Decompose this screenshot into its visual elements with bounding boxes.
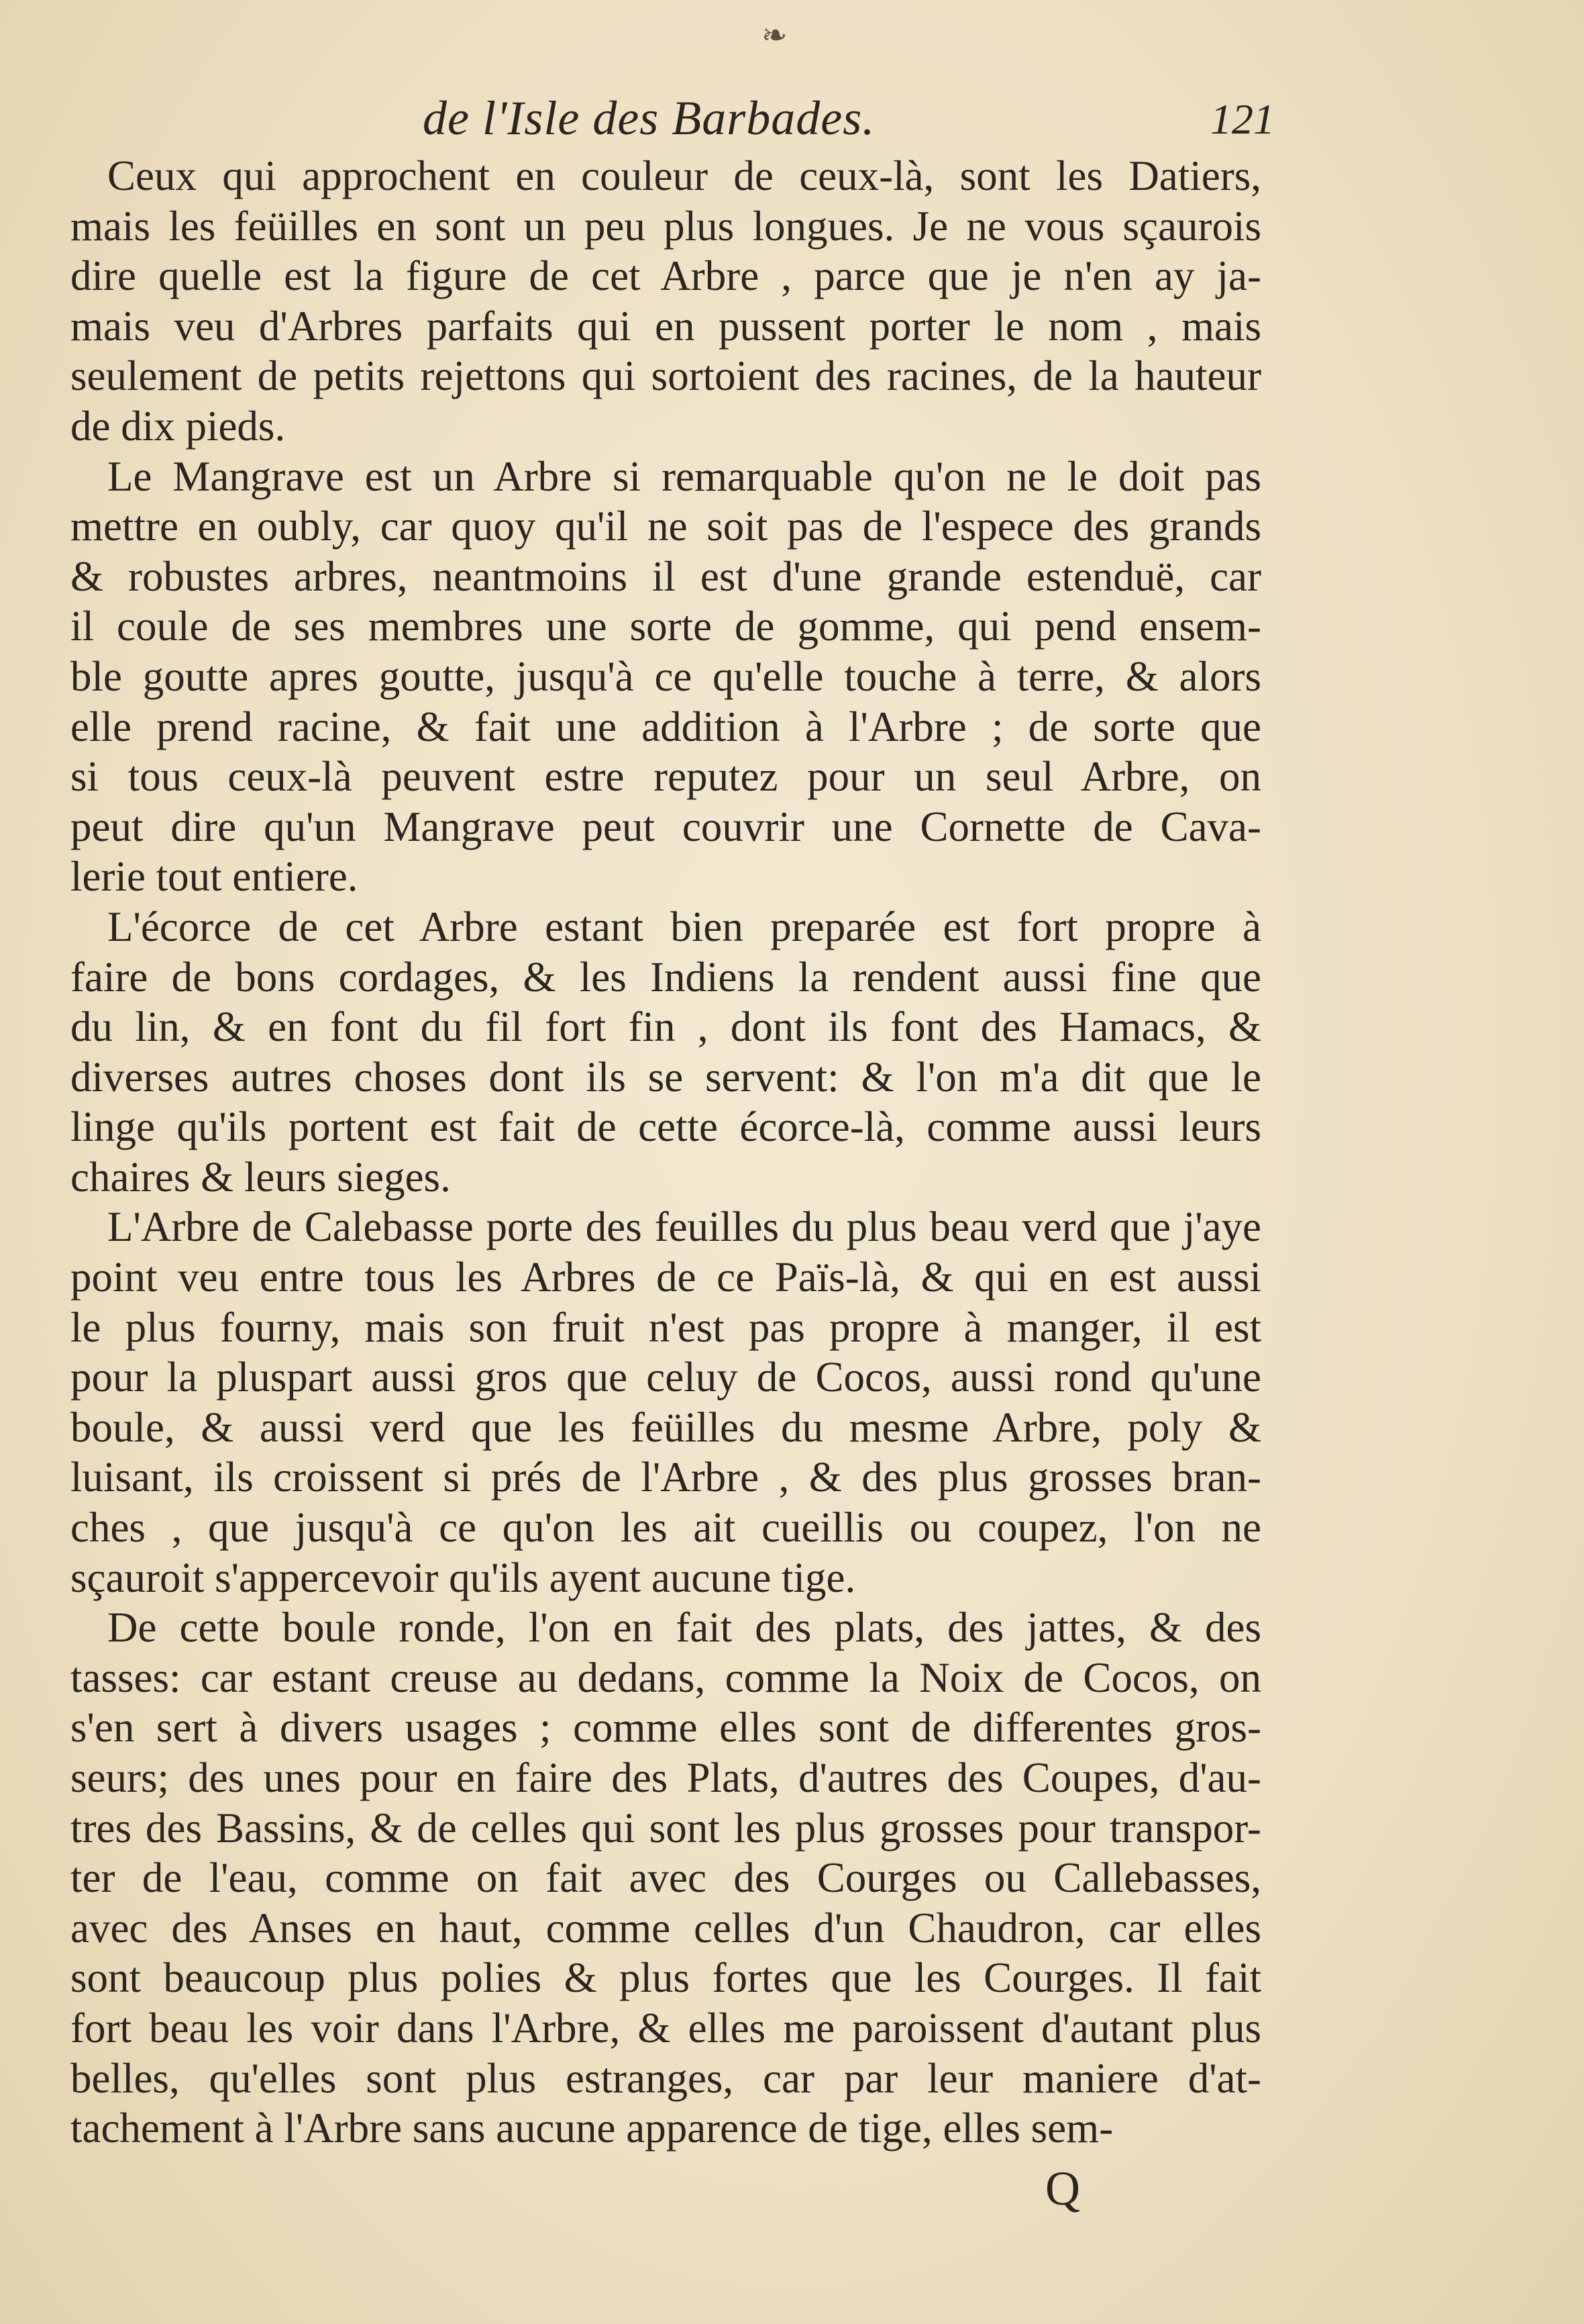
text-line: pour la pluspart aussi gros que celuy de Cocos, aussi rond qu'une (70, 1354, 1261, 1401)
text-line: & robustes arbres, neantmoins il est d'une grande estenduë, car (70, 552, 1261, 600)
text-line: tasses: car estant creuse au dedans, comme la Noix de Cocos, on (70, 1654, 1261, 1701)
text-line: sont beaucoup plus polies & plus fortes que les Courges. Il fait (70, 1954, 1261, 2002)
text-line: ter de l'eau, comme on fait avec des Courges ou Callebasses, (70, 1854, 1261, 1902)
paragraph (70, 1603, 1261, 2154)
text-line: sçauroit s'appercevoir qu'ils ayent aucune tige. (70, 1554, 856, 1601)
text-line: point veu entre tous les Arbres de ce Païs-là, & qui en est aussi (70, 1254, 1261, 1301)
text-line: boule, & aussi verd que les feüilles du mesme Arbre, poly & (70, 1403, 1261, 1451)
text-line: du lin, & en font du fil fort fin , dont ils font des Hamacs, & (70, 1003, 1261, 1051)
printer-ornament: ❧ (761, 17, 788, 53)
text-line: s'en sert à divers usages ; comme elles sont de differentes gros- (70, 1704, 1261, 1752)
text-line: L'Arbre de Calebasse porte des feuilles du plus beau verd que j'aye (107, 1203, 1261, 1251)
text-line: L'écorce de cet Arbre estant bien preparée est fort propre à (107, 903, 1261, 950)
text-line: elle prend racine, & fait une addition à l'Arbre ; de sorte que (70, 703, 1261, 750)
paragraph (70, 151, 1261, 452)
paragraph (70, 902, 1261, 1203)
text-line: mais veu d'Arbres parfaits qui en pussent porter le nom , mais (70, 302, 1261, 350)
text-line: de dix pieds. (70, 402, 286, 450)
text-line: tachement à l'Arbre sans aucune apparence de tige, elles sem- (70, 2105, 1114, 2152)
text-line: lerie tout entiere. (70, 853, 358, 901)
text-line: chaires & leurs sieges. (70, 1153, 451, 1201)
text-line: Ceux qui approchent en couleur de ceux-là, sont les Datiers, (107, 152, 1261, 199)
text-line: seulement de petits rejettons qui sortoient des racines, de la hauteur (70, 352, 1261, 400)
text-line: dire quelle est la figure de cet Arbre , parce que je n'en ay ja- (70, 252, 1261, 300)
text-line: De cette boule ronde, l'on en fait des plats, des jattes, & des (107, 1604, 1261, 1652)
catchword: Q (1045, 2162, 1080, 2215)
paragraph (70, 1202, 1261, 1603)
running-title: de l'Isle des Barbades. (423, 91, 876, 145)
text-line: belles, qu'elles sont plus estranges, car par leur maniere d'at- (70, 2054, 1261, 2102)
text-line: il coule de ses membres une sorte de gomme, qui pend ensem- (70, 603, 1261, 650)
text-line: avec des Anses en haut, comme celles d'un Chaudron, car elles (70, 1904, 1261, 1952)
text-line: le plus fourny, mais son fruit n'est pas propre à manger, il est (70, 1303, 1261, 1351)
paragraph (70, 452, 1261, 902)
text-line: peut dire qu'un Mangrave peut couvrir une Cornette de Cava- (70, 803, 1261, 850)
text-line: diverses autres choses dont ils se servent: & l'on m'a dit que le (70, 1053, 1261, 1101)
text-line: fort beau les voir dans l'Arbre, & elles me paroissent d'autant plus (70, 2004, 1261, 2052)
text-line: seurs; des unes pour en faire des Plats, d'autres des Coupes, d'au- (70, 1754, 1261, 1801)
text-line: ches , que jusqu'à ce qu'on les ait cueillis ou coupez, l'on ne (70, 1504, 1261, 1552)
text-line: linge qu'ils portent est fait de cette écorce-là, comme aussi leurs (70, 1103, 1261, 1151)
text-line: faire de bons cordages, & les Indiens la rendent aussi fine que (70, 953, 1261, 1001)
page-header (74, 91, 1275, 151)
text-line: Le Mangrave est un Arbre si remarquable qu'on ne le doit pas (107, 452, 1261, 500)
body-text (70, 151, 1261, 2154)
text-line: mais les feüilles en sont un peu plus longues. Je ne vous sçaurois (70, 202, 1261, 250)
text-line: mettre en oubly, car quoy qu'il ne soit pas de l'espece des grands (70, 503, 1261, 550)
text-line: ble goutte apres goutte, jusqu'à ce qu'elle touche à terre, & alors (70, 652, 1261, 700)
text-line: si tous ceux-là peuvent estre reputez pour un seul Arbre, on (70, 753, 1261, 801)
text-line: luisant, ils croissent si prés de l'Arbre , & des plus grosses bran- (70, 1454, 1261, 1501)
text-line: tres des Bassins, & de celles qui sont les plus grosses pour transpor- (70, 1804, 1261, 1852)
page-number: 121 (1210, 95, 1275, 143)
